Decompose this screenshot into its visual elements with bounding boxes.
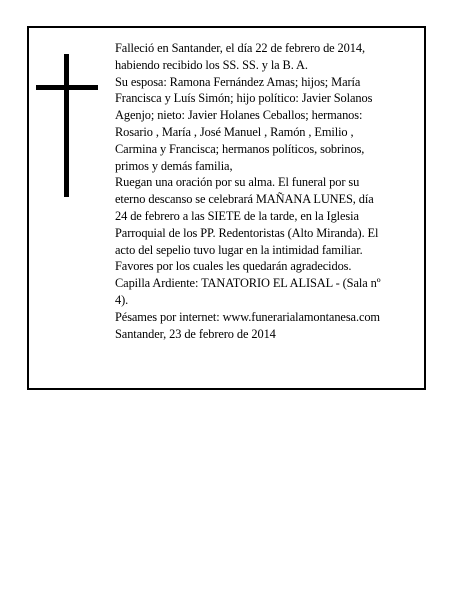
notice-line: Rosario , María , José Manuel , Ramón , Emilio , — [115, 124, 354, 139]
notice-line: Agenjo; nieto: Javier Holanes Ceballos; hermanos: — [115, 108, 363, 123]
notice-line: habiendo recibido los SS. SS. y la B. A. — [115, 57, 308, 72]
notice-line: acto del sepelio tuvo lugar en la intimidad familiar. — [115, 242, 363, 257]
notice-line: primos y demás familia, — [115, 158, 233, 173]
cross-icon — [36, 54, 98, 197]
notice-line: Ruegan una oración por su alma. El funeral por su — [115, 175, 360, 190]
notice-line: 24 de febrero a las SIETE de la tarde, en la Iglesia — [115, 208, 359, 223]
notice-line: 4). — [115, 292, 129, 307]
website-line: Pésames por internet: www.funerarialamontanesa.com — [115, 309, 380, 324]
notice-line: Favores por los cuales les quedarán agradecidos. — [115, 259, 352, 274]
cross-vertical-bar — [64, 54, 69, 197]
notice-line: Su esposa: Ramona Fernández Amas; hijos; María — [115, 74, 361, 89]
cross-horizontal-bar — [36, 85, 98, 90]
notice-line: Parroquial de los PP. Redentoristas (Alto Miranda). El — [115, 225, 379, 240]
notice-text — [115, 40, 413, 342]
notice-line: Capilla Ardiente: TANATORIO EL ALISAL - (Sala nº — [115, 276, 381, 291]
notice-line: Carmina y Francisca; hermanos políticos, sobrinos, — [115, 141, 365, 156]
notice-line: Francisca y Luís Simón; hijo político: Javier Solanos — [115, 91, 373, 106]
notice-line: eterno descanso se celebrará MAÑANA LUNES, día — [115, 192, 374, 207]
notice-line: Falleció en Santander, el día 22 de febrero de 2014, — [115, 41, 365, 55]
date-line: Santander, 23 de febrero de 2014 — [115, 326, 276, 341]
